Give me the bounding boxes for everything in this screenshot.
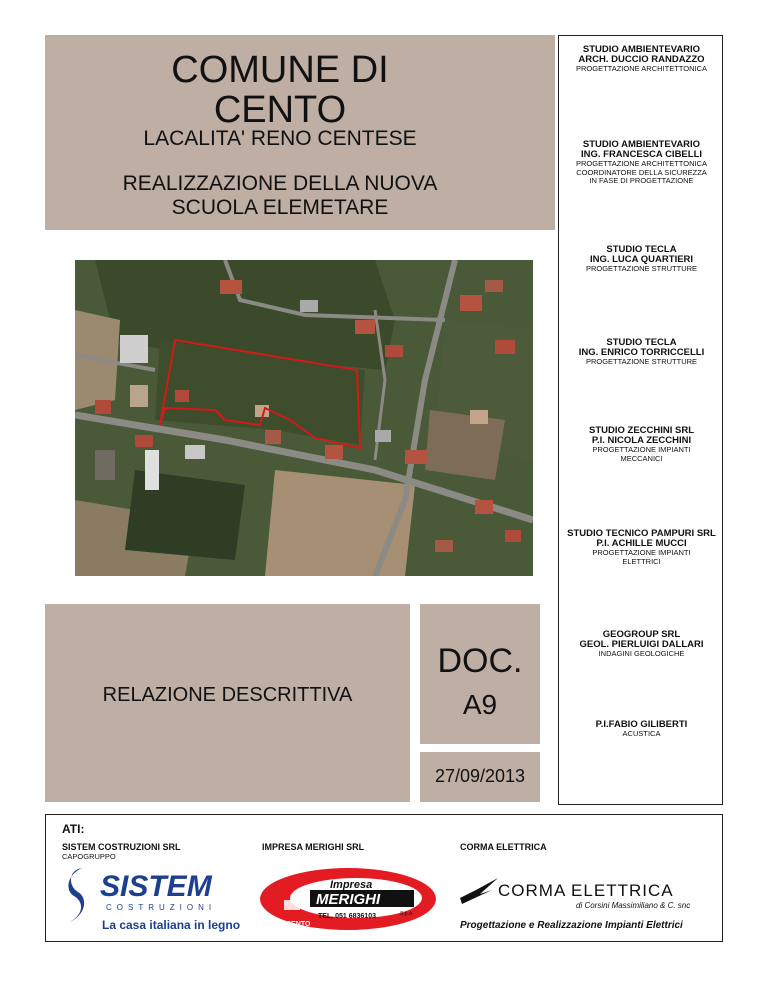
studio-role: PROGETTAZIONE STRUTTURE — [585, 264, 698, 273]
studio-name: STUDIO TECNICO PAMPURI SRL — [567, 528, 716, 539]
studio-role: PROGETTAZIONE ARCHITETTONICA — [576, 159, 707, 168]
studio-block-8 — [559, 720, 724, 739]
studio-person: ING. FRANCESCA CIBELLI — [580, 149, 703, 160]
company-corma: CORMA ELETTRICA — [460, 842, 547, 852]
studio-person: GEOL. PIERLUIGI DALLARI — [579, 639, 704, 650]
studio-person: ARCH. DUCCIO RANDAZZO — [578, 54, 705, 65]
document-date: 27/09/2013 — [434, 766, 526, 786]
project-title — [45, 172, 515, 220]
studio-name: STUDIO TECLA — [606, 337, 677, 348]
studio-name: STUDIO TECLA — [606, 244, 677, 255]
studio-role: INDAGINI GEOLOGICHE — [598, 649, 685, 658]
ati-label: ATI: — [62, 822, 85, 836]
studio-name: GEOGROUP SRL — [602, 629, 681, 640]
comune-title — [45, 50, 515, 130]
sistem-logo-sub: COSTRUZIONI — [106, 903, 217, 912]
studio-role: MECCANICI — [620, 453, 663, 463]
sistem-logo-tagline: La casa italiana in legno — [102, 918, 241, 932]
sistem-logo — [62, 862, 247, 934]
studio-person: ING. ENRICO TORRICCELLI — [578, 347, 705, 358]
merighi-logo-city: CENTO — [286, 921, 311, 928]
studio-block-5 — [559, 426, 724, 463]
merighi-logo-tel: TEL. 051 6836103 — [318, 913, 376, 920]
studio-person: ING. LUCA QUARTIERI — [589, 254, 694, 265]
studios-column — [558, 35, 723, 805]
comune-line-1: COMUNE DI — [171, 49, 389, 91]
corma-logo-sub: di Corsini Massimiliano & C. snc — [576, 901, 691, 910]
studio-role: IN FASE DI PROGETTAZIONE — [589, 176, 694, 185]
studio-role: ACUSTICA — [622, 729, 661, 738]
doc-number: A9 — [462, 689, 498, 720]
studio-block-2 — [559, 140, 724, 186]
merighi-logo-word: MERIGHI — [316, 891, 381, 908]
studio-role: ELETTRICI — [622, 556, 661, 566]
studio-block-1 — [559, 45, 724, 74]
studio-role: PROGETTAZIONE IMPIANTI — [592, 445, 691, 454]
studio-person: P.I. NICOLA ZECCHINI — [591, 435, 692, 446]
company-sistem: SISTEM COSTRUZIONI SRL — [62, 842, 181, 852]
studio-block-3 — [559, 245, 724, 274]
doc-label: DOC. — [437, 642, 523, 680]
aerial-map-svg — [75, 260, 533, 576]
studio-person: P.I. ACHILLE MUCCI — [596, 538, 687, 549]
studio-role: PROGETTAZIONE STRUTTURE — [585, 357, 698, 366]
merighi-logo — [258, 866, 438, 932]
sistem-logo-word: SISTEM — [100, 870, 212, 903]
sistem-logo-svg — [62, 862, 247, 934]
studio-name: STUDIO AMBIENTEVARIO — [582, 139, 701, 150]
studio-role: COORDINATORE DELLA SICUREZZA — [576, 167, 707, 177]
merighi-logo-svg — [258, 866, 438, 932]
studio-block-4 — [559, 338, 724, 367]
studio-role: PROGETTAZIONE ARCHITETTONICA — [576, 64, 707, 73]
studio-role: PROGETTAZIONE IMPIANTI — [592, 548, 691, 557]
company-merighi: IMPRESA MERIGHI SRL — [262, 842, 365, 852]
merighi-logo-spa: S.p.A. — [400, 911, 414, 917]
corma-logo-tagline: Progettazione e Realizzazione Impianti Elettrici — [460, 920, 683, 931]
studio-block-6 — [559, 529, 724, 566]
studio-block-7 — [559, 630, 724, 659]
studio-name: STUDIO ZECCHINI SRL — [588, 425, 695, 436]
aerial-photo — [75, 260, 533, 576]
studio-name: P.I.FABIO GILIBERTI — [595, 719, 688, 730]
project-line-2: SCUOLA ELEMETARE — [171, 196, 389, 219]
localita-subtitle: LACALITA' RENO CENTESE — [143, 127, 417, 150]
project-line-1: REALIZZAZIONE DELLA NUOVA — [122, 172, 438, 195]
corma-logo-svg — [458, 872, 708, 932]
comune-line-2: CENTO — [213, 89, 347, 131]
corma-logo-word: CORMA ELETTRICA — [498, 881, 674, 900]
corma-logo — [458, 872, 708, 932]
document-description: RELAZIONE DESCRITTIVA — [102, 684, 353, 706]
merighi-logo-top: Impresa — [330, 879, 373, 891]
company-role: CAPOGRUPPO — [62, 852, 116, 861]
studio-name: STUDIO AMBIENTEVARIO — [582, 44, 701, 55]
